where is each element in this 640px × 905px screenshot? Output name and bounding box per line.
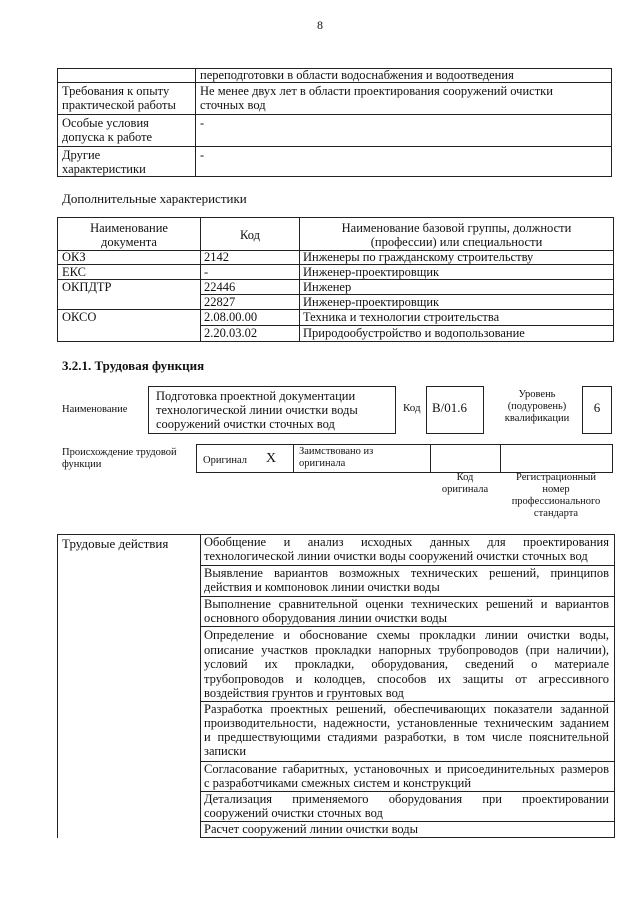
function-name-box: Подготовка проектной документации технологической линии очистки воды сооружений очистки сточных вод [148, 386, 396, 434]
action-item: Выполнение сравнительной оценки технических решений и вариантов основного оборудования линии очистки воды [204, 597, 609, 625]
table-cell-document: ЕКС [62, 265, 86, 279]
table-cell-code: 22827 [204, 295, 236, 309]
column-header-document: Наименование документа [90, 221, 168, 249]
section-heading: Дополнительные характеристики [62, 191, 247, 206]
top-table-value: переподготовки в области водоснабжения и водоотведения [200, 68, 514, 82]
action-item: Определение и обоснование схемы прокладки линии очистки воды, описание участков прокладки напорных трубопроводов (при наличии), условий их прокладки, оборудования, сведений о материале трубопроводов и колодцев, способов их защиты от агрессивного воздействия грунтов и грунтовых вод [204, 628, 609, 701]
table-cell-name: Инженер [303, 280, 352, 294]
table-cell-name: Инженеры по гражданскому строительству [303, 250, 534, 264]
code-box [426, 386, 484, 434]
table-cell-code: 2.08.00.00 [204, 310, 258, 324]
registration-number-caption: Регистрационный номер профессионального стандарта [511, 472, 601, 519]
action-item: Расчет сооружений линии очистки воды [204, 822, 419, 836]
table-cell-code: - [204, 265, 209, 279]
name-label: Наименование [62, 404, 128, 415]
top-table-label: Требования к опыту практической работы [62, 84, 176, 112]
column-header-name: Наименование базовой группы, должности (профессии) или специальности [341, 221, 572, 249]
action-item: Согласование габаритных, установочных и присоединительных размеров с разработчиками смежных систем и конструкций [204, 762, 609, 790]
table-cell-name: Природообустройство и водопользование [303, 326, 525, 340]
code-label: Код [403, 402, 421, 414]
page-number: 8 [317, 18, 323, 32]
action-item: Детализация применяемого оборудования при проектировании сооружений очистки сточных вод [204, 792, 609, 820]
top-table-label: Особые условия допуска к работе [62, 116, 153, 144]
original-mark: X [266, 452, 277, 466]
table-cell-name: Инженер-проектировщик [303, 295, 440, 309]
table-cell-document: ОКСО [62, 310, 97, 324]
action-item: Обобщение и анализ исходных данных для проектирования технологической линии очистки воды сооружений очистки сточных вод [204, 535, 609, 563]
action-item: Выявление вариантов возможных технических решений, принципов действия и компоновок линии очистки воды [204, 566, 609, 594]
table-cell-document: ОКЗ [62, 250, 86, 264]
top-table-label: Другие характеристики [62, 148, 146, 176]
table-cell-code: 2.20.03.02 [204, 326, 258, 340]
level-box [582, 386, 612, 434]
function-heading: 3.2.1. Трудовая функция [62, 358, 205, 373]
origin-label: Происхождение трудовой функции [62, 447, 177, 470]
original-label: Оригинал [203, 455, 247, 466]
top-table-value: - [200, 148, 205, 162]
level-value: 6 [593, 401, 601, 415]
code-value: B/01.6 [432, 401, 468, 415]
qualification-level-label: Уровень (подуровень) квалификации [504, 389, 570, 424]
action-item: Разработка проектных решений, обеспечивающих показатели заданной производительности, надежности, установленные техническим заданием и предшествующими стадиями разработки, в том числе пояснительной записки [204, 702, 609, 758]
table-cell-name: Инженер-проектировщик [303, 265, 440, 279]
top-table-value: Не менее двух лет в области проектирования сооружений очистки сточных вод [200, 84, 553, 112]
table-cell-code: 22446 [204, 280, 236, 294]
column-header-code: Код [240, 228, 260, 242]
borrowed-label: Заимствовано из оригинала [299, 446, 374, 469]
actions-label: Трудовые действия [62, 537, 169, 551]
table-cell-document: ОКПДТР [62, 280, 112, 294]
table-cell-code: 2142 [204, 250, 229, 264]
table-cell-name: Техника и технологии строительства [303, 310, 500, 324]
top-table-value: - [200, 116, 205, 130]
code-original-caption: Код оригинала [441, 472, 489, 495]
